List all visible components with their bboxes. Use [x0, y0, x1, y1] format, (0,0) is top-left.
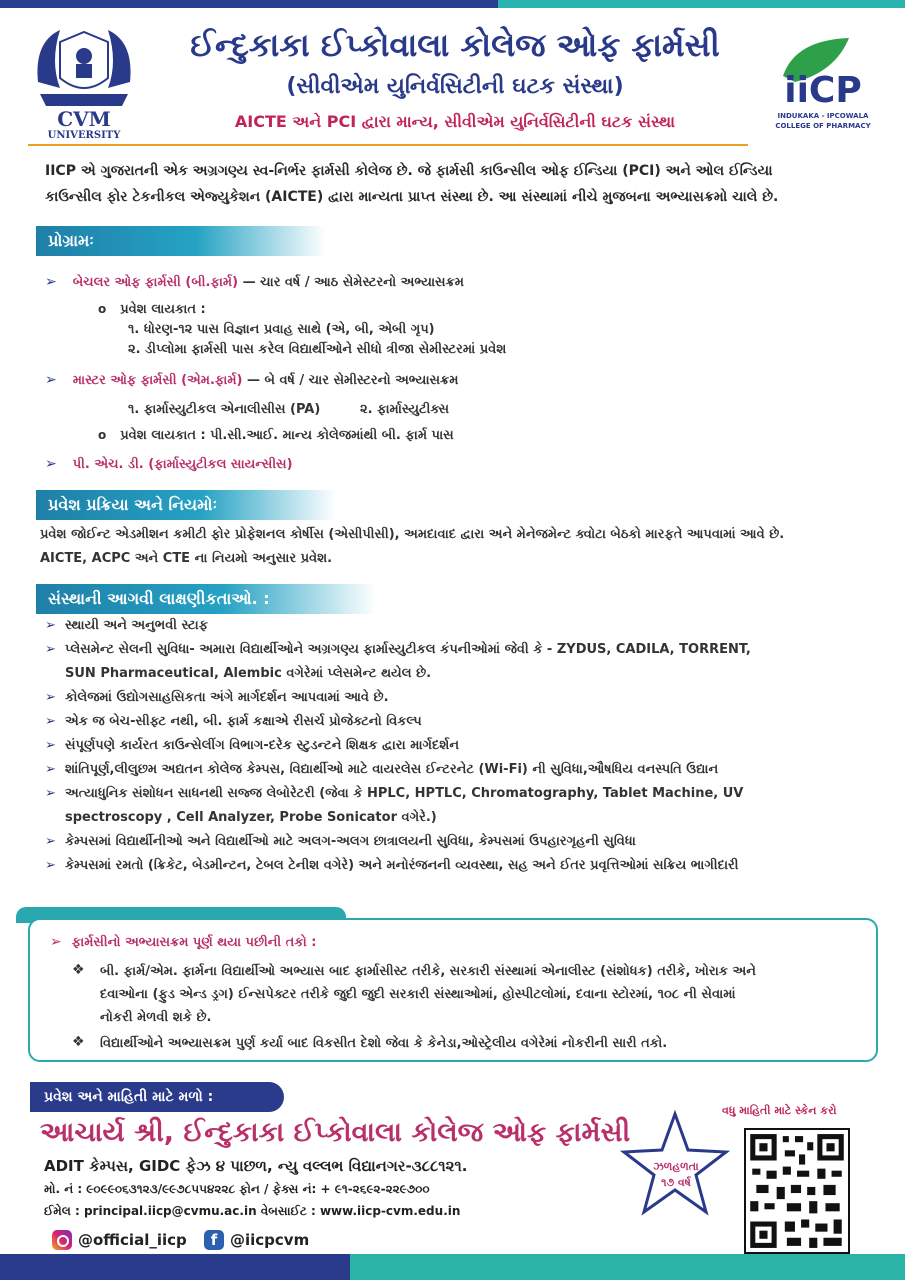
opportunities-paragraph-1: બી. ફાર્મ/એમ. ફાર્મના વિદ્યાર્થીઓ અભ્યાસ બાદ ફાર્માસીસ્ટ તરીકે, સરકારી સંસ્થામાં એનાલીસ્ટ (સંશોધક) તરીકે, ખોરાક અને દવાઓના (ફુડ એન્ડ ડ્રગ) ઈન્સપેક્ટર તરીકે જુદી જુદી સરકારી સંસ્થાઓમાં, હોસ્પીટલોમાં, દવાના સ્ટોરમાં, ૧૦૮ ની સેવામાં નોકરી મેળવી શકે છે. [100, 964, 756, 1025]
admission-heading: પ્રવેશ પ્રક્રિયા અને નિયમોઃ [36, 490, 336, 520]
cvm-logo-name: CVM [57, 107, 111, 131]
iicp-logo [765, 36, 877, 144]
circle-bullet-icon: o [98, 302, 107, 316]
instagram-icon [52, 1230, 72, 1250]
admission-line-1: પ્રવેશ જોઈન્ટ એડમીશન કમીટી ફોર પ્રોફેશનલ કોર્ષીસ (એસીપીસી), અમદાવાદ દ્વારા અને મેનેજમેન્ટ ક્વોટા બેઠકો મારફતે આપવામાં આવે છે. [40, 527, 785, 542]
program-phd: ➢ પી. એચ. ડી. (ફાર્માસ્યુટીકલ સાયન્સીસ) [45, 456, 293, 472]
opportunities-paragraph-2: વિદ્યાર્થીઓને અભ્યાસક્રમ પુર્ણ કર્યા બાદ વિકસીત દેશો જેવા કે કેનેડા,ઓસ્ટ્રેલીય વગેરેમાં નોકરીની સારી તકો. [100, 1036, 668, 1051]
circle-bullet-icon: o [98, 428, 107, 442]
bpharm-eligibility-2: ૨. ડીપ્લોમા ફાર્મસી પાસ કરેલ વિદ્યાર્થીઓને સીધો ત્રીજા સેમીસ્ટરમાં પ્રવેશ [128, 342, 507, 357]
mpharm-spec-1: ૧. ફાર્માસ્યુટીકલ એનાલીસીસ (PA) [128, 402, 321, 417]
badge-line-1: ઝળહળતા [653, 1160, 699, 1173]
mpharm-detail: — બે વર્ષ / ચાર સેમીસ્ટરનો અભ્યાસક્રમ [247, 373, 459, 388]
college-title: ઈન્દુકાકા ઈપ્કોવાલા કોલેજ ઓફ ફાર્મસી [190, 26, 720, 64]
diamond-bullet-icon: ❖ [72, 962, 85, 978]
arrow-icon: ➢ [45, 618, 56, 633]
bpharm-detail: — ચાર વર્ષ / આઠ સેમેસ્ટરનો અભ્યાસક્રમ [242, 275, 464, 290]
intro-line-2: કાઉન્સીલ ફોર ટેકનીકલ એજ્યુકેશન (AICTE) દ્વારા માન્યતા પ્રાપ્ત સંસ્થા છે. આ સંસ્થામાં નીચે મુજબના અભ્યાસક્રમો ચાલે છે. [45, 189, 779, 205]
mpharm-eligibility: o પ્રવેશ લાયકાત : પી.સી.આઈ. માન્ય કોલેજમાંથી બી. ફાર્મ પાસ [98, 428, 454, 443]
contact-address: ADIT કેમ્પસ, GIDC ફેઝ ૪ પાછળ, ન્યુ વલ્લભ વિદ્યાનગર-૩૮૮૧૨૧. [44, 1157, 468, 1175]
program-mpharm [45, 372, 458, 388]
contact-phone: મો. નં : ૯૦૯૯૦૬૩૧૨૩/૯૯૭૮૫૫૪૨૨૮ ફોન / ફેક્સ નં: + ૯૧-૨૬૯૨-૨૨૯૭૦૦ [44, 1182, 430, 1196]
header [0, 8, 905, 146]
list-item: ➢ પ્લેસમેન્ટ સેલની સુવિધા- અમારા વિદ્યાર્થીઓને અગ્રગણ્ય ફાર્માસ્યુટીકલ કંપનીઓમાં જેવી કે - ZYDUS, CADILA, TORRENT, [45, 638, 885, 662]
arrow-icon: ➢ [45, 858, 56, 873]
list-item: ➢ કોલેજમાં ઉદ્યોગસાહસિકતા અંગે માર્ગદર્શન આપવામાં આવે છે. [45, 686, 885, 710]
features-heading: સંસ્થાની આગવી લાક્ષણીકતાઓ. : [36, 584, 376, 614]
iicp-logo-line1: INDUKAKA - IPCOWALA [777, 112, 869, 120]
arrow-icon: ➢ [45, 738, 56, 753]
arrow-icon: ➢ [45, 642, 56, 657]
bpharm-eligibility-1: ૧. ધોરણ-૧૨ પાસ વિજ્ઞાન પ્રવાહ સાથે (એ, બી, એબી ગૃપ) [128, 322, 435, 337]
features-list [45, 614, 885, 878]
admission-line-2: AICTE, ACPC અને CTE ના નિયમો અનુસાર પ્રવેશ. [40, 551, 333, 566]
cvm-logo-sub: UNIVERSITY [47, 130, 121, 140]
mpharm-spec-2: ૨. ફાર્માસ્યુટીક્સ [360, 402, 450, 417]
arrow-icon: ➢ [50, 934, 62, 950]
opportunities-title: ➢ ફાર્મસીનો અભ્યાસક્રમ પૂર્ણ થયા પછીની તકો : [50, 934, 317, 950]
arrow-icon: ➢ [45, 690, 56, 705]
iicp-logo-line2: COLLEGE OF PHARMACY [775, 122, 871, 130]
list-item-continuation: spectroscopy , Cell Analyzer, Probe Sonicator વગેરે.) [65, 810, 437, 825]
qr-caption: વધુ માહિતી માટે સ્કેન કરો [722, 1104, 837, 1117]
list-item: ➢ કેમ્પસમાં રમતો (ક્રિકેટ, બેડમીન્ટન, ટેબલ ટેનીશ વગેરે) અને મનોરંજનની વ્યવસ્થા, સહ અને ઈતર પ્રવૃત્તિઓમાં સક્રિય ભાગીદારી [45, 854, 885, 878]
contact-email-website: ઈમેલ : principal.iicp@cvmu.ac.in વેબસાઈટ : www.iicp-cvm.edu.in [44, 1204, 461, 1218]
college-tagline: AICTE અને PCI દ્વારા માન્ય, સીવીએમ યુનિર્વસિટીની ઘટક સંસ્થા [234, 112, 676, 131]
programs-heading: પ્રોગ્રામઃ [36, 226, 326, 256]
bpharm-eligibility-label: o પ્રવેશ લાયકાત : [98, 302, 206, 317]
top-color-bar [0, 0, 905, 8]
iicp-logo-name: iiCP [784, 70, 862, 111]
college-subtitle: (સીવીએમ યુનિર્વસિટીની ઘટક સંસ્થા) [286, 74, 624, 99]
mpharm-name: માસ્ટર ઓફ ફાર્મસી (એમ.ફાર્મ) [72, 373, 243, 388]
facebook-handle[interactable]: f @iicpcvm [204, 1230, 309, 1250]
contact-pill: પ્રવેશ અને માહિતી માટે મળો : [30, 1082, 284, 1112]
facebook-icon: f [204, 1230, 224, 1250]
bpharm-name: બેચલર ઓફ ફાર્મસી (બી.ફાર્મ) [72, 275, 239, 290]
list-item: ➢ શાંતિપૂર્ણ,લીલુછમ અદ્યતન કોલેજ કેમ્પસ, વિદ્યાર્થીઓ માટે વાયરલેસ ઈન્ટરનેટ (Wi-Fi) ની સુવિધા,ઔષધિય વનસ્પતિ ઉદ્યાન [45, 758, 885, 782]
arrow-icon: ➢ [45, 274, 57, 290]
diamond-bullet-icon: ❖ [72, 1034, 85, 1050]
list-item-continuation: SUN Pharmaceutical, Alembic વગેરેમાં પ્લેસમેન્ટ થયેલ છે. [65, 666, 432, 681]
arrow-icon: ➢ [45, 762, 56, 777]
arrow-icon: ➢ [45, 372, 57, 388]
arrow-icon: ➢ [45, 834, 56, 849]
list-item: ➢ સંપૂર્ણપણે કાર્યરત કાઉન્સેલીંગ વિભાગ-દરેક સ્ટુડન્ટને શિક્ષક દ્વારા માર્ગદર્શન [45, 734, 885, 758]
list-item: ➢ એક જ બેચ-સીફ્ટ નથી, બી. ફાર્મ કક્ષાએ રીસર્ચ પ્રોજેક્ટનો વિકલ્પ [45, 710, 885, 734]
arrow-icon: ➢ [45, 786, 56, 801]
list-item: ➢ અત્યાધુનિક સંશોધન સાધનથી સજ્જ લેબોરેટરી (જેવા કે HPLC, HPTLC, Chromatography, Tablet Machine, UV [45, 782, 885, 806]
qr-code[interactable] [744, 1128, 850, 1254]
arrow-icon: ➢ [45, 714, 56, 729]
contact-name: આચાર્ય શ્રી, ઈન્દુકાકા ઈપ્કોવાલા કોલેજ ઓફ ફાર્મસી [40, 1117, 631, 1148]
header-divider [28, 144, 748, 146]
cvm-university-logo [30, 22, 138, 140]
instagram-handle[interactable]: @official_iicp [52, 1230, 187, 1250]
list-item: ➢ સ્થાયી અને અનુભવી સ્ટાફ [45, 614, 885, 638]
intro-line-1: IICP એ ગુજરાતની એક અગ્રગણ્ય સ્વ-નિર્ભર ફાર્મસી કોલેજ છે. જે ફાર્મસી કાઉન્સીલ ઓફ ઈન્ડિયા (PCI) અને ઓલ ઈન્ડિયા [45, 163, 773, 179]
bottom-color-bar [0, 1254, 905, 1280]
badge-line-2: ૧૭ વર્ષ [661, 1176, 691, 1189]
list-item: ➢ કેમ્પસમાં વિદ્યાર્થીનીઓ અને વિદ્યાર્થીઓ માટે અલગ-અલગ છાત્રાલયની સુવિધા, કેમ્પસમાં ઉપહારગૃહની સુવિધા [45, 830, 885, 854]
program-bpharm [45, 274, 464, 290]
intro-paragraph [45, 158, 875, 210]
arrow-icon: ➢ [45, 456, 57, 472]
